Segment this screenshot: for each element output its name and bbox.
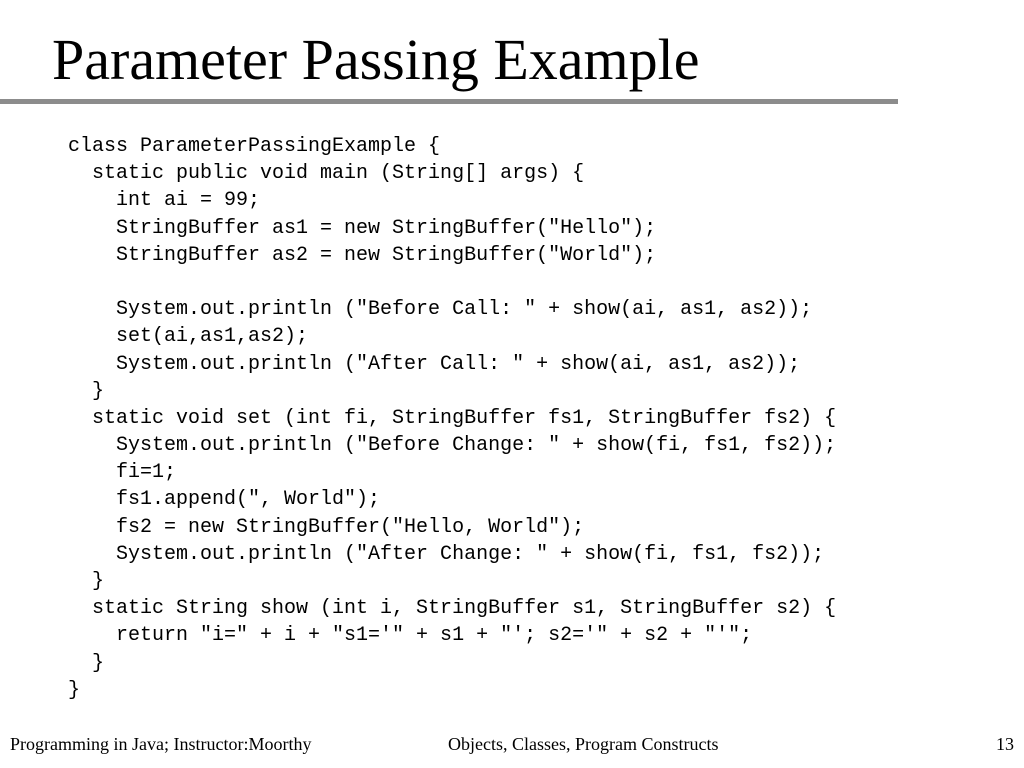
code-block (68, 133, 836, 704)
code-line: fi=1; (68, 461, 177, 485)
page-number: 13 (996, 734, 1014, 754)
code-line: set(ai,as1,as2); (68, 325, 309, 349)
title-underline (0, 99, 898, 104)
code-line: } (68, 678, 81, 702)
code-line: System.out.println ("Before Change: " + show(fi, fs1, fs2)); (68, 434, 837, 458)
code-line: static public void main (String[] args) { (68, 162, 585, 186)
code-line: return "i=" + i + "s1='" + s1 + "'; s2='" + s2 + "'"; (68, 624, 753, 648)
footer-topic: Objects, Classes, Program Constructs (448, 734, 719, 754)
code-line: } (68, 651, 105, 675)
code-line: fs2 = new StringBuffer("Hello, World"); (68, 515, 585, 539)
code-line: } (68, 570, 105, 593)
code-line: } (68, 379, 105, 403)
code-line: int ai = 99; (68, 189, 261, 213)
code-line (68, 269, 836, 296)
code-line: StringBuffer as2 = new StringBuffer("World"); (68, 243, 657, 267)
code-line: StringBuffer as1 = new StringBuffer("Hello"); (68, 216, 657, 240)
code-line: static void set (int fi, StringBuffer fs1, StringBuffer fs2) { (68, 406, 837, 430)
code-line: static String show (int i, StringBuffer s1, StringBuffer s2) { (68, 597, 837, 621)
code-line: System.out.println ("After Call: " + show(ai, as1, as2)); (68, 352, 801, 376)
code-line: class ParameterPassingExample { (68, 135, 441, 158)
footer-course: Programming in Java; Instructor:Moorthy (10, 734, 312, 754)
code-line: System.out.println ("After Change: " + show(fi, fs1, fs2)); (68, 542, 825, 566)
slide-title: Parameter Passing Example (52, 27, 700, 92)
code-line: fs1.append(", World"); (68, 488, 381, 512)
code-line: System.out.println ("Before Call: " + show(ai, as1, as2)); (68, 298, 813, 322)
